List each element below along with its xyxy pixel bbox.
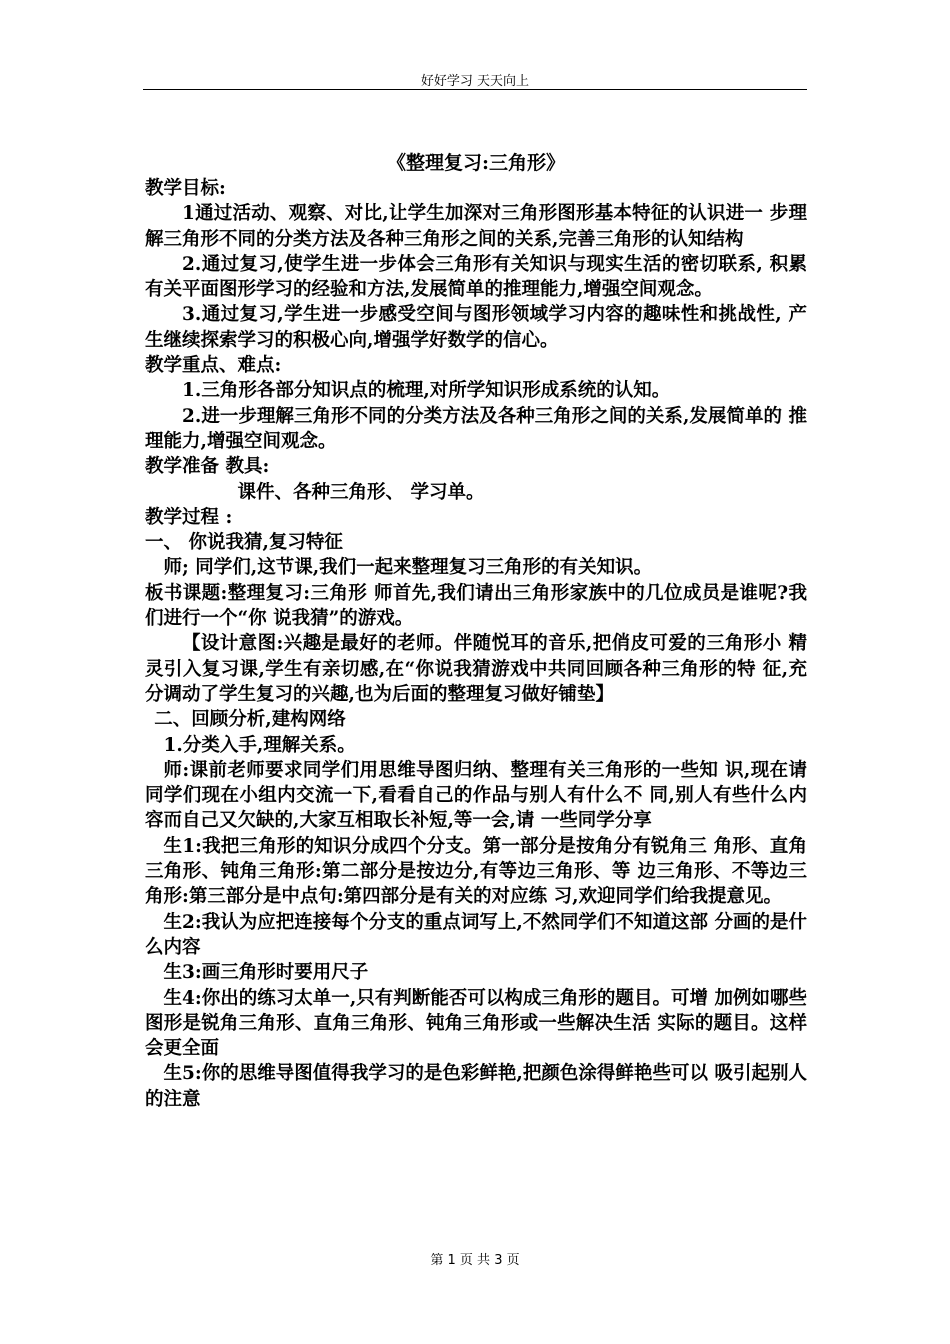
paragraph: 课件、各种三角形、 学习单。 [237,481,485,503]
paragraph: 板书课题:整理复习:三角形 师首先,我们请出三角形家族中的几位成员是谁呢?我们进行一个“你 说我猜”的游戏。 [145,582,807,630]
section-heading-objectives: 教学目标: [145,178,226,199]
paragraph: 生4:你出的练习太单一,只有判断能否可以构成三角形的题目。可增 加例如哪些图形是锐角三角形、直角三角形、钝角三角形或一些解决生活 实际的题目。这样会更全面 [145,987,807,1060]
paragraph: 1通过活动、观察、对比,让学生加深对三角形图形基本特征的认识进一 步理解三角形不同的分类方法及各种三角形之间的关系,完善三角形的认知结构 [145,203,807,250]
paragraph: 1.三角形各部分知识点的梳理,对所学知识形成系统的认知。 [182,380,671,402]
paragraph: 1.分类入手,理解关系。 [163,734,356,756]
header-rule [143,89,807,90]
paragraph: 师; 同学们,这节课,我们一起来整理复习三角形的有关知识。 [163,557,653,579]
paragraph: 2.通过复习,使学生进一步体会三角形有关知识与现实生活的密切联系, 积累有关平面图形学习的经验和方法,发展简单的推理能力,增强空间观念。 [145,253,807,301]
section-heading-process: 教学过程 : [145,506,233,528]
page-header: 好好学习 天天向上 [420,74,530,89]
subsection-heading: 一、 你说我猜,复习特征 [145,532,343,554]
paragraph: 生3:画三角形时要用尺子 [163,962,369,984]
paragraph: 【设计意图:兴趣是最好的老师。伴随悦耳的音乐,把俏皮可爱的三角形小 精灵引入复习课,学生有亲切感,在“你说我猜游戏中共同回顾各种三角形的特 征,充分调动了学生复习的兴趣,也为后面的整理复习做好铺垫】 [145,633,807,705]
section-heading-key-points: 教学重点、难点: [145,355,282,377]
paragraph: 生1:我把三角形的知识分成四个分支。第一部分是按角分有锐角三 角形、直角三角形、钝角三角形:第二部分是按边分,有等边三角形、等 边三角形、不等边三角形:第三部分是中点句:第四部分是有关的对应练 习,欢迎同学们给我提意见。 [145,835,807,908]
document-title: 《整理复习:三角形》 [386,152,565,174]
paragraph: 2.进一步理解三角形不同的分类方法及各种三角形之间的关系,发展简单的 推理能力,增强空间观念。 [145,405,807,452]
paragraph: 生2:我认为应把连接每个分支的重点词写上,不然同学们不知道这部 分画的是什么内容 [145,911,807,958]
page-footer: 第 1 页 共 3 页 [430,1253,520,1268]
paragraph: 3.通过复习,学生进一步感受空间与图形领域学习内容的趣味性和挑战性, 产生继续探索学习的积极心向,增强学好数学的信心。 [145,304,807,351]
document-body [145,150,807,1112]
subsection-heading: 二、回顾分析,建构网络 [154,709,346,731]
paragraph: 师:课前老师要求同学们用思维导图归纳、整理有关三角形的一些知 识,现在请同学们现在小组内交流一下,看看自己的作品与别人有什么不 同,别人有些什么内容而自己又欠缺的,大家互相取长补短,等一会,请 一些同学分享 [145,759,807,832]
section-heading-preparation: 教学准备 教具: [145,456,270,478]
paragraph: 生5:你的思维导图值得我学习的是色彩鲜艳,把颜色涂得鲜艳些可以 吸引起别人的注意 [145,1063,807,1110]
